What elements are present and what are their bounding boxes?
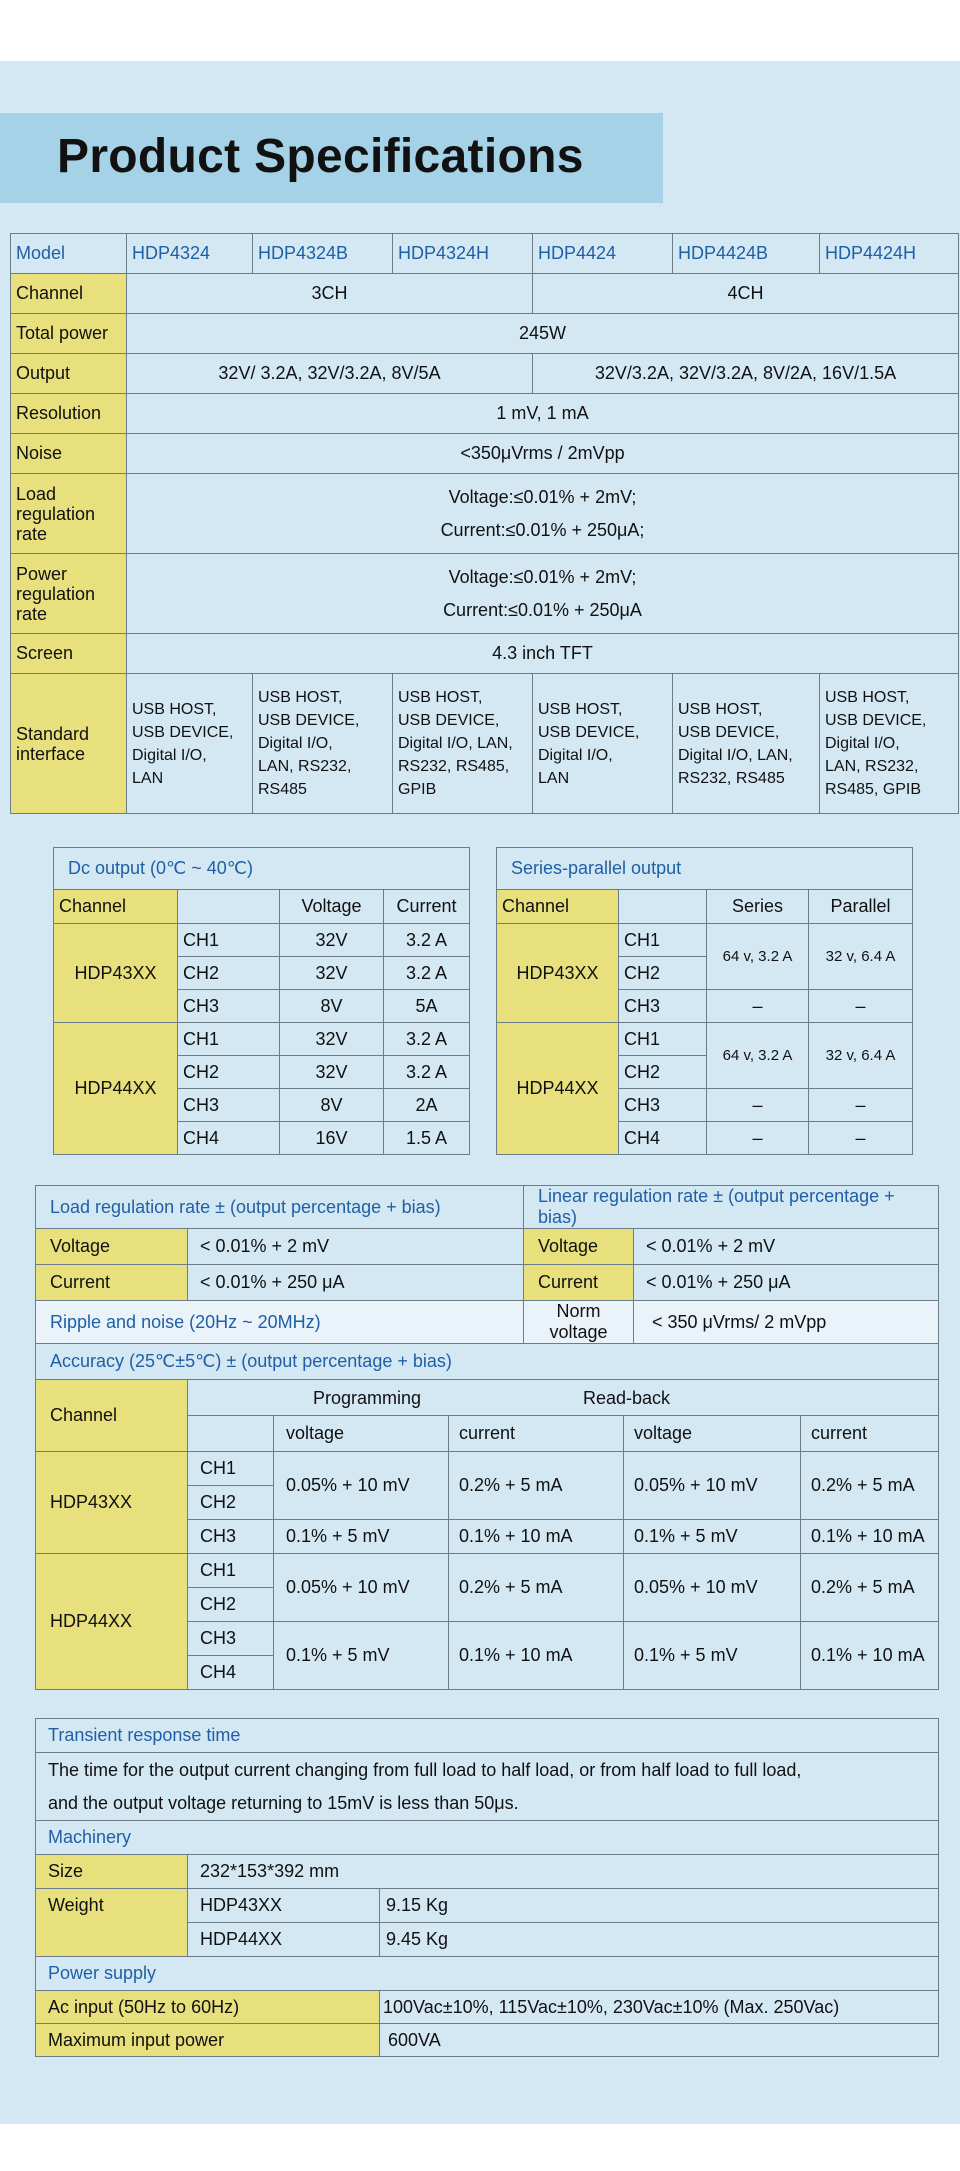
norm-voltage-label: Norm voltage (524, 1301, 634, 1344)
channel-4ch: 4CH (533, 274, 959, 314)
sp-ch: CH1 (619, 1023, 707, 1056)
ripple-noise-title: Ripple and noise (20Hz ~ 20MHz) (36, 1301, 524, 1344)
acc-value: 0.1% + 10 mA (449, 1622, 624, 1690)
weight-label: Weight (36, 1889, 188, 1957)
iface-line: USB HOST, (538, 700, 623, 718)
model-cell: HDP4324B (253, 234, 393, 274)
spec-row-resolution (11, 394, 959, 434)
sp-parallel-value: 32 v, 6.4 A (809, 1023, 913, 1089)
iface-line: LAN, RS232, (258, 758, 352, 775)
rb-current-header: current (801, 1416, 939, 1452)
interface-cell (533, 674, 673, 814)
dc-header-channel: Channel (54, 890, 178, 924)
iface-line: USB DEVICE, (678, 723, 780, 741)
iface-line: USB HOST, (678, 700, 763, 718)
dc-ch: CH2 (178, 1056, 280, 1089)
acc-value: 0.05% + 10 mV (624, 1554, 801, 1622)
iface-line: Digital I/O, (258, 735, 333, 752)
iface-line: RS232, RS485, (398, 758, 510, 775)
output-label: Output (11, 354, 127, 394)
noise-value: <350μVrms / 2mVpp (127, 434, 959, 474)
interface-cell (127, 674, 253, 814)
accuracy-group-headers (188, 1380, 939, 1416)
title-banner (0, 113, 663, 203)
transient-text (36, 1753, 939, 1821)
dc-ch: CH3 (178, 990, 280, 1023)
spec-row-screen (11, 634, 959, 674)
channel-3ch: 3CH (127, 274, 533, 314)
series-parallel-table (496, 847, 913, 1155)
sp-ch: CH3 (619, 1089, 707, 1122)
sp-ch: CH2 (619, 957, 707, 990)
load-voltage-value: < 0.01% + 2 mV (188, 1229, 524, 1265)
dc-header-blank (178, 890, 280, 924)
acc-value: 0.05% + 10 mV (624, 1452, 801, 1520)
iface-line: USB DEVICE, (538, 723, 640, 741)
acc-value: 0.05% + 10 mV (274, 1452, 449, 1520)
transient-title: Transient response time (36, 1719, 939, 1753)
output-43-value: 32V/ 3.2A, 32V/3.2A, 8V/5A (127, 354, 533, 394)
iface-line: USB HOST, (258, 689, 343, 706)
acc-value: 0.1% + 5 mV (624, 1520, 801, 1554)
screen-value: 4.3 inch TFT (127, 634, 959, 674)
iface-line: USB DEVICE, (825, 712, 927, 729)
total-power-label: Total power (11, 314, 127, 354)
size-label: Size (36, 1855, 188, 1889)
acc-ch: CH4 (188, 1656, 274, 1690)
dc-group-name: HDP44XX (54, 1023, 178, 1155)
iface-line: Digital I/O, (825, 735, 900, 752)
linear-current-value: < 0.01% + 250 μA (634, 1265, 939, 1301)
label-line: Power (16, 563, 68, 584)
label-line: Standard (16, 723, 90, 744)
acc-value: 0.1% + 10 mA (801, 1622, 939, 1690)
sp-dash: – (707, 990, 809, 1023)
iface-line: GPIB (398, 781, 437, 798)
acc-value: 0.1% + 5 mV (274, 1520, 449, 1554)
dc-voltage: 16V (280, 1122, 384, 1155)
size-value: 232*153*392 mm (188, 1855, 939, 1889)
norm-voltage-value: < 350 μVrms/ 2 mVpp (634, 1301, 939, 1344)
misc-table (35, 1718, 939, 2057)
dc-voltage: 8V (280, 1089, 384, 1122)
linear-current-label: Current (524, 1265, 634, 1301)
dc-header-current: Current (384, 890, 470, 924)
model-label: Model (11, 234, 127, 274)
dc-output-title: Dc output (0℃ ~ 40℃) (54, 848, 470, 890)
dc-voltage: 8V (280, 990, 384, 1023)
dc-ch: CH2 (178, 957, 280, 990)
spec-row-load-regulation (11, 474, 959, 554)
dc-voltage: 32V (280, 924, 384, 957)
interface-label (11, 674, 127, 814)
sp-ch: CH2 (619, 1056, 707, 1089)
machinery-title: Machinery (36, 1821, 939, 1855)
transient-line: The time for the output current changing from full load to half load, or from half load to full load, (48, 1759, 802, 1780)
acc-value: 0.2% + 5 mA (801, 1452, 939, 1520)
model-cell: HDP4424B (673, 234, 820, 274)
sp-dash: – (707, 1122, 809, 1155)
power-regulation-label (11, 554, 127, 634)
acc-value: 0.2% + 5 mA (449, 1452, 624, 1520)
power-reg-voltage: Voltage:≤0.01% + 2mV; (448, 566, 637, 587)
dc-ch: CH4 (178, 1122, 280, 1155)
dc-current: 2A (384, 1089, 470, 1122)
sp-series-value: 64 v, 3.2 A (707, 1023, 809, 1089)
weight-model: HDP44XX (188, 1923, 380, 1957)
model-cell: HDP4424H (820, 234, 959, 274)
acc-value: 0.05% + 10 mV (274, 1554, 449, 1622)
label-line: Load (16, 483, 57, 504)
dc-current: 3.2 A (384, 1056, 470, 1089)
acc-ch: CH1 (188, 1452, 274, 1486)
sp-ch: CH3 (619, 990, 707, 1023)
label-line: regulation (16, 503, 96, 524)
acc-blank (188, 1416, 274, 1452)
iface-line: USB DEVICE, (132, 723, 234, 741)
dc-voltage: 32V (280, 957, 384, 990)
model-cell: HDP4424 (533, 234, 673, 274)
dc-voltage: 32V (280, 1023, 384, 1056)
sp-header-series: Series (707, 890, 809, 924)
series-parallel-title: Series-parallel output (497, 848, 913, 890)
sp-dash: – (707, 1089, 809, 1122)
load-voltage-label: Voltage (36, 1229, 188, 1265)
dc-current: 3.2 A (384, 924, 470, 957)
acc-ch: CH1 (188, 1554, 274, 1588)
accuracy-table (35, 1185, 939, 1690)
linear-voltage-label: Voltage (524, 1229, 634, 1265)
interface-cell (673, 674, 820, 814)
spec-row-interface (11, 674, 959, 814)
sp-header-parallel: Parallel (809, 890, 913, 924)
iface-line: Digital I/O, LAN, (678, 746, 793, 764)
interface-cell (820, 674, 959, 814)
sp-dash: – (809, 990, 913, 1023)
max-power-value: 600VA (380, 2024, 939, 2057)
prog-current-header: current (449, 1416, 624, 1452)
model-cell: HDP4324H (393, 234, 533, 274)
resolution-value: 1 mV, 1 mA (127, 394, 959, 434)
spec-row-noise (11, 434, 959, 474)
iface-line: LAN (132, 769, 164, 787)
output-44-value: 32V/3.2A, 32V/3.2A, 8V/2A, 16V/1.5A (533, 354, 959, 394)
spec-row-power-regulation (11, 554, 959, 634)
spec-row-total-power (11, 314, 959, 354)
weight-model: HDP43XX (188, 1889, 380, 1923)
total-power-value: 245W (127, 314, 959, 354)
power-supply-title: Power supply (36, 1957, 939, 1991)
acc-ch: CH2 (188, 1486, 274, 1520)
channel-label: Channel (11, 274, 127, 314)
sp-header-blank (619, 890, 707, 924)
transient-line: and the output voltage returning to 15mV is less than 50μs. (48, 1792, 519, 1813)
load-reg-current: Current:≤0.01% + 250μA; (440, 519, 645, 540)
iface-line: RS485, GPIB (825, 781, 922, 798)
label-line: rate (16, 603, 48, 624)
weight-value: 9.15 Kg (380, 1889, 939, 1923)
accuracy-channel-label: Channel (36, 1380, 188, 1452)
spec-row-model (11, 234, 959, 274)
acc-ch: CH2 (188, 1588, 274, 1622)
weight-value: 9.45 Kg (380, 1923, 939, 1957)
spec-row-channel (11, 274, 959, 314)
load-current-label: Current (36, 1265, 188, 1301)
iface-line: Digital I/O, (132, 746, 207, 764)
acc-ch: CH3 (188, 1622, 274, 1656)
sp-ch: CH4 (619, 1122, 707, 1155)
power-regulation-value (127, 554, 959, 634)
iface-line: Digital I/O, (538, 746, 613, 764)
dc-current: 1.5 A (384, 1122, 470, 1155)
prog-voltage-header: voltage (274, 1416, 449, 1452)
load-regulation-title: Load regulation rate ± (output percentage + bias) (36, 1186, 524, 1229)
ac-input-label: Ac input (50Hz to 60Hz) (36, 1991, 380, 2024)
iface-line: USB HOST, (825, 689, 910, 706)
iface-line: LAN, RS232, (825, 758, 919, 775)
acc-ch: CH3 (188, 1520, 274, 1554)
sp-ch: CH1 (619, 924, 707, 957)
load-current-value: < 0.01% + 250 μA (188, 1265, 524, 1301)
linear-voltage-value: < 0.01% + 2 mV (634, 1229, 939, 1265)
dc-voltage: 32V (280, 1056, 384, 1089)
label-line: interface (16, 743, 86, 764)
sp-dash: – (809, 1089, 913, 1122)
iface-line: RS485 (258, 781, 307, 798)
max-power-label: Maximum input power (36, 2024, 380, 2057)
label-line: rate (16, 523, 48, 544)
iface-line: LAN (538, 769, 570, 787)
acc-value: 0.2% + 5 mA (801, 1554, 939, 1622)
acc-value: 0.1% + 10 mA (801, 1520, 939, 1554)
acc-group-name: HDP43XX (36, 1452, 188, 1554)
acc-value: 0.1% + 10 mA (449, 1520, 624, 1554)
dc-output-table (53, 847, 470, 1155)
readback-header: Read-back (583, 1388, 671, 1408)
dc-current: 5A (384, 990, 470, 1023)
iface-line: USB HOST, (398, 689, 483, 706)
sp-dash: – (809, 1122, 913, 1155)
sp-group-name: HDP44XX (497, 1023, 619, 1155)
label-line: regulation (16, 583, 96, 604)
acc-value: 0.2% + 5 mA (449, 1554, 624, 1622)
iface-line: USB HOST, (132, 700, 217, 718)
dc-header-voltage: Voltage (280, 890, 384, 924)
interface-cell (393, 674, 533, 814)
accuracy-title: Accuracy (25℃±5℃) ± (output percentage + bias) (36, 1344, 939, 1380)
dc-ch: CH1 (178, 1023, 280, 1056)
rb-voltage-header: voltage (624, 1416, 801, 1452)
acc-value: 0.1% + 5 mV (274, 1622, 449, 1690)
acc-group-name: HDP44XX (36, 1554, 188, 1690)
spec-row-output (11, 354, 959, 394)
sp-header-channel: Channel (497, 890, 619, 924)
iface-line: USB DEVICE, (258, 712, 360, 729)
load-reg-voltage: Voltage:≤0.01% + 2mV; (448, 486, 637, 507)
iface-line: USB DEVICE, (398, 712, 500, 729)
load-regulation-value (127, 474, 959, 554)
iface-line: RS232, RS485 (678, 769, 785, 787)
load-regulation-label (11, 474, 127, 554)
power-reg-current: Current:≤0.01% + 250μA (443, 599, 642, 620)
screen-label: Screen (11, 634, 127, 674)
programming-header: Programming (313, 1388, 422, 1408)
sp-group-name: HDP43XX (497, 924, 619, 1023)
ac-input-value: 100Vac±10%, 115Vac±10%, 230Vac±10% (Max. 250Vac) (380, 1991, 939, 2024)
model-cell: HDP4324 (127, 234, 253, 274)
spec-table (10, 233, 959, 814)
dc-group-name: HDP43XX (54, 924, 178, 1023)
interface-cell (253, 674, 393, 814)
dc-current: 3.2 A (384, 957, 470, 990)
noise-label: Noise (11, 434, 127, 474)
linear-regulation-title: Linear regulation rate ± (output percentage + bias) (524, 1186, 939, 1229)
acc-value: 0.1% + 5 mV (624, 1622, 801, 1690)
sp-series-value: 64 v, 3.2 A (707, 924, 809, 990)
dc-current: 3.2 A (384, 1023, 470, 1056)
page-title: Product Specifications (57, 130, 584, 183)
resolution-label: Resolution (11, 394, 127, 434)
sp-parallel-value: 32 v, 6.4 A (809, 924, 913, 990)
iface-line: Digital I/O, LAN, (398, 735, 513, 752)
dc-ch: CH3 (178, 1089, 280, 1122)
dc-ch: CH1 (178, 924, 280, 957)
